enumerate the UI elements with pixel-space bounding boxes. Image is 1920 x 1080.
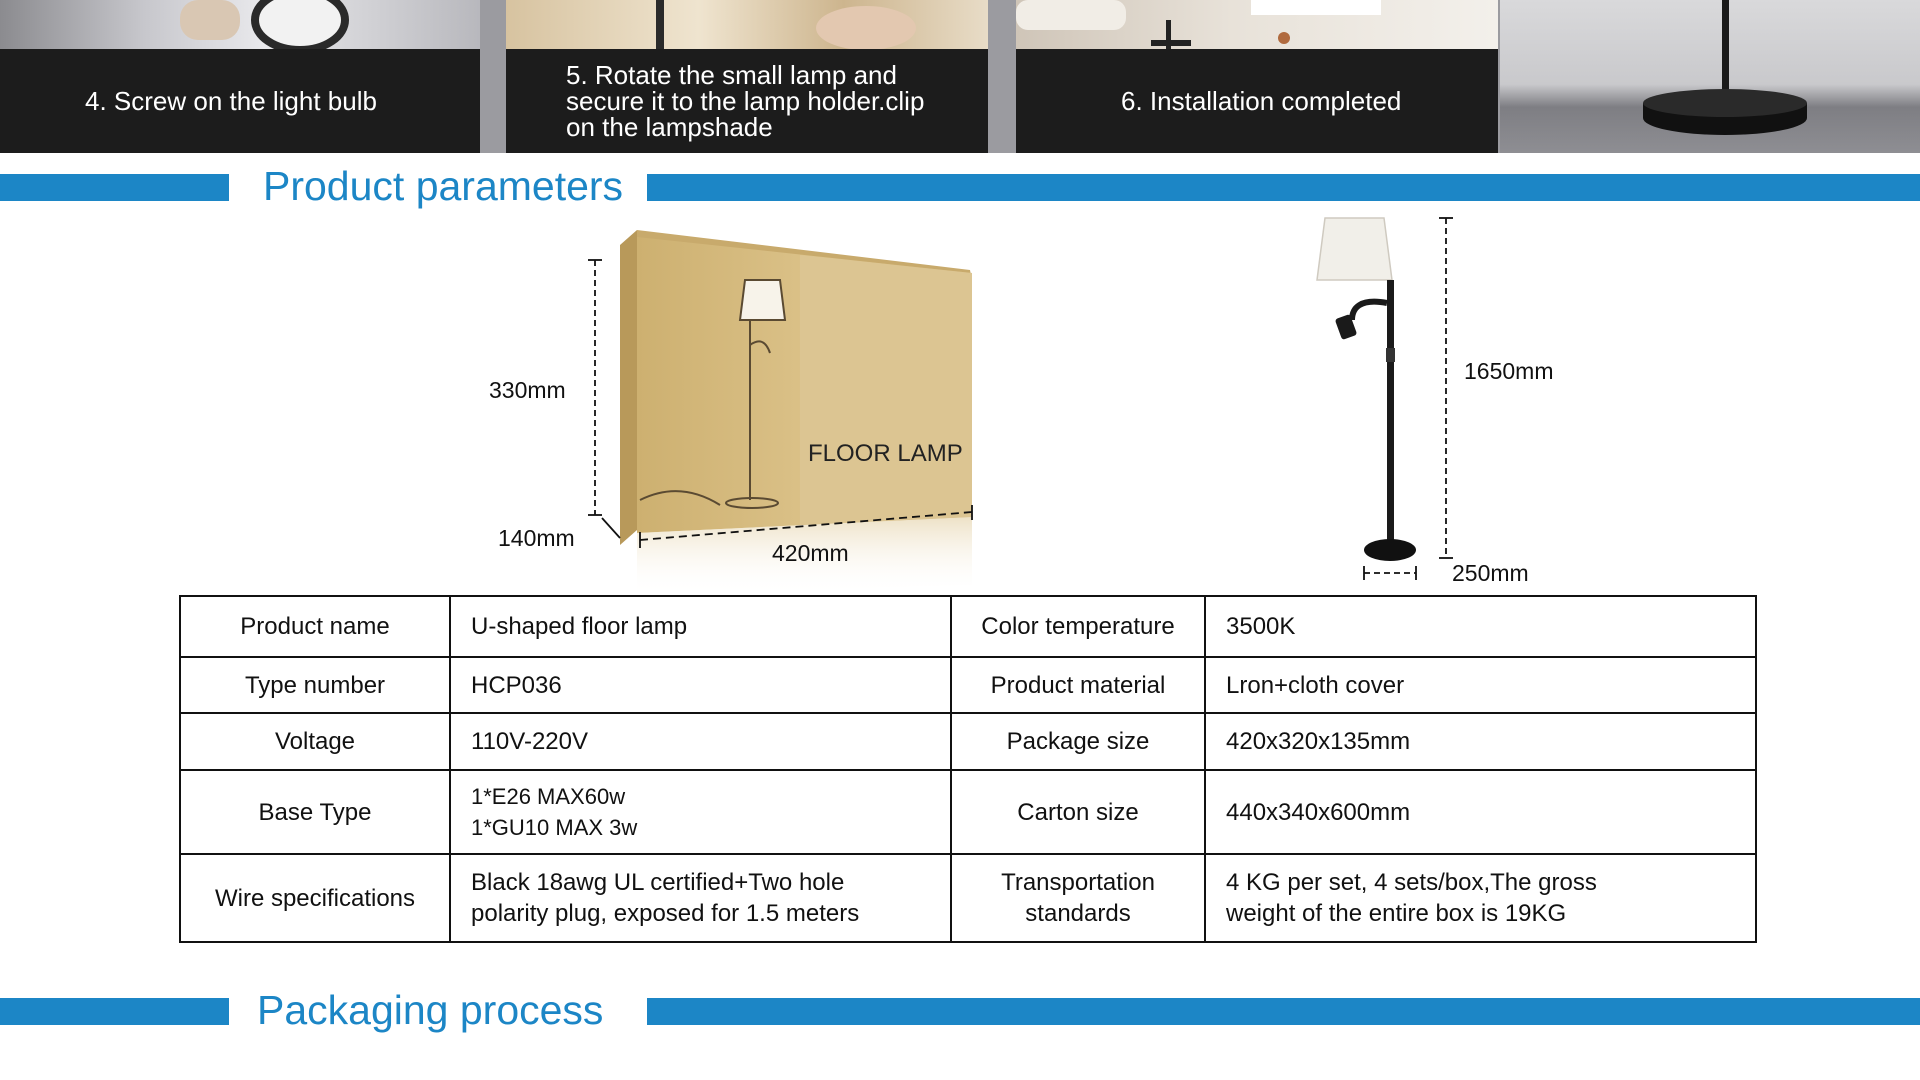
box-width-label: 420mm bbox=[772, 540, 849, 566]
spec-table bbox=[179, 595, 1757, 943]
spec-value: 1*E26 MAX60w 1*GU10 MAX 3w bbox=[450, 770, 951, 854]
spec-label: Color temperature bbox=[951, 596, 1205, 657]
bulb-hand-image bbox=[0, 0, 480, 49]
spec-label: Voltage bbox=[180, 713, 450, 770]
table-row bbox=[180, 854, 1756, 942]
spec-value: 4 KG per set, 4 sets/box,The gross weight of the entire box is 19KG bbox=[1205, 854, 1756, 942]
lamp-pole bbox=[1387, 280, 1394, 548]
spec-value: 440x340x600mm bbox=[1205, 770, 1756, 854]
step-4-text: 4. Screw on the light bulb bbox=[85, 86, 377, 116]
step-5-text: 5. Rotate the small lamp and secure it to the lamp holder.clip on the lampshade bbox=[566, 60, 925, 142]
spec-value: 3500K bbox=[1205, 596, 1756, 657]
packaging-process-title: Packaging process bbox=[257, 987, 604, 1033]
lamp-base-photo bbox=[1500, 0, 1920, 153]
spec-label: Transportation standards bbox=[951, 854, 1205, 942]
table-row bbox=[180, 770, 1756, 854]
lamp-base bbox=[1364, 539, 1416, 561]
spec-label: Carton size bbox=[951, 770, 1205, 854]
lamp-base-image bbox=[1500, 0, 1920, 153]
step-4-caption bbox=[0, 49, 480, 153]
section-bar-right bbox=[647, 174, 1920, 201]
table-row bbox=[180, 713, 1756, 770]
spec-label: Product material bbox=[951, 657, 1205, 713]
lamp-holder-image bbox=[506, 0, 988, 49]
table-row bbox=[180, 657, 1756, 713]
lamp-base-label: 250mm bbox=[1452, 560, 1529, 586]
spec-label: Wire specifications bbox=[180, 854, 450, 942]
spec-value: Lron+cloth cover bbox=[1205, 657, 1756, 713]
floor-lamp-illustration bbox=[1300, 208, 1590, 588]
step-5-caption bbox=[506, 49, 988, 153]
lamp-height-label: 1650mm bbox=[1464, 358, 1554, 384]
spec-label: Product name bbox=[180, 596, 450, 657]
installation-steps-strip bbox=[0, 0, 1920, 153]
step-6-caption bbox=[1016, 49, 1498, 153]
box-height-label: 330mm bbox=[489, 377, 566, 403]
section-bar-right-2 bbox=[647, 998, 1920, 1025]
product-parameters-title: Product parameters bbox=[263, 163, 624, 209]
spec-value: 110V-220V bbox=[450, 713, 951, 770]
package-dimension-lines bbox=[580, 250, 1000, 570]
spec-value: HCP036 bbox=[450, 657, 951, 713]
spec-label: Base Type bbox=[180, 770, 450, 854]
spec-label: Package size bbox=[951, 713, 1205, 770]
spec-label: Type number bbox=[180, 657, 450, 713]
step-6-photo bbox=[1016, 0, 1498, 49]
step-4-photo bbox=[0, 0, 480, 49]
table-row bbox=[180, 596, 1756, 657]
step-5-photo bbox=[506, 0, 988, 49]
section-bar-left bbox=[0, 174, 229, 201]
box-label: FLOOR LAMP bbox=[808, 440, 963, 467]
box-depth-label: 140mm bbox=[498, 525, 575, 551]
room-image bbox=[1016, 0, 1498, 49]
section-bar-left-2 bbox=[0, 998, 229, 1025]
step-6-text: 6. Installation completed bbox=[1121, 86, 1402, 116]
spec-value: U-shaped floor lamp bbox=[450, 596, 951, 657]
spec-value: Black 18awg UL certified+Two hole polarity plug, exposed for 1.5 meters bbox=[450, 854, 951, 942]
spec-value: 420x320x135mm bbox=[1205, 713, 1756, 770]
